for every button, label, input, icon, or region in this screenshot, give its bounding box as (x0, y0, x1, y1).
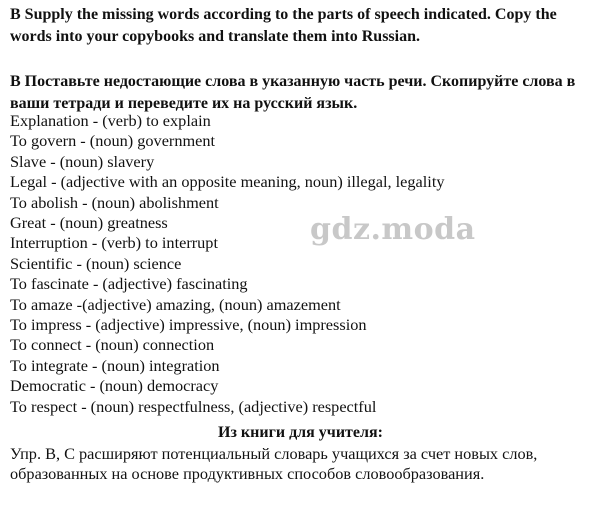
answer-line: To amaze -(adjective) amazing, (noun) amazement (10, 294, 341, 314)
teacher-note: Упр. В, С расширяют потенциальный словарь учащихся за счет новых слов, образованных на основе продуктивных способов словообразования. (10, 444, 538, 484)
answer-line: Great - (noun) greatness (10, 213, 168, 233)
answer-list (10, 111, 595, 417)
answer-line: To respect - (noun) respectfulness, (adjective) respectful (10, 396, 377, 416)
answer-line: To abolish - (noun) abolishment (10, 192, 219, 212)
exercise-heading-english: B Supply the missing words according to the parts of speech indicated. Copy the words into your copybooks and translate them into Russian. (10, 6, 557, 45)
answer-line: Explanation - (verb) to explain (10, 111, 211, 130)
answer-line: Democratic - (noun) democracy (10, 376, 219, 396)
exercise-heading-russian: В Поставьте недостающие слова в указанную часть речи. Скопируйте слова в ваши тетради и переведите их на русский язык. (10, 73, 576, 112)
teacher-book-label: Из книги для учителя: (218, 424, 383, 441)
answer-line: To fascinate - (adjective) fascinating (10, 274, 248, 294)
answer-line: To integrate - (noun) integration (10, 355, 220, 375)
answer-line: Scientific - (noun) science (10, 253, 182, 273)
answer-line: To connect - (noun) connection (10, 335, 215, 355)
answer-line: To impress - (adjective) impressive, (noun) impression (10, 315, 367, 335)
answer-line: Legal - (adjective with an opposite meaning, noun) illegal, legality (10, 172, 445, 192)
answer-line: To govern - (noun) government (10, 131, 216, 151)
answer-line: Slave - (noun) slavery (10, 151, 155, 171)
watermark-logo: gdz.moda (310, 212, 476, 247)
answer-line: Interruption - (verb) to interrupt (10, 233, 218, 253)
